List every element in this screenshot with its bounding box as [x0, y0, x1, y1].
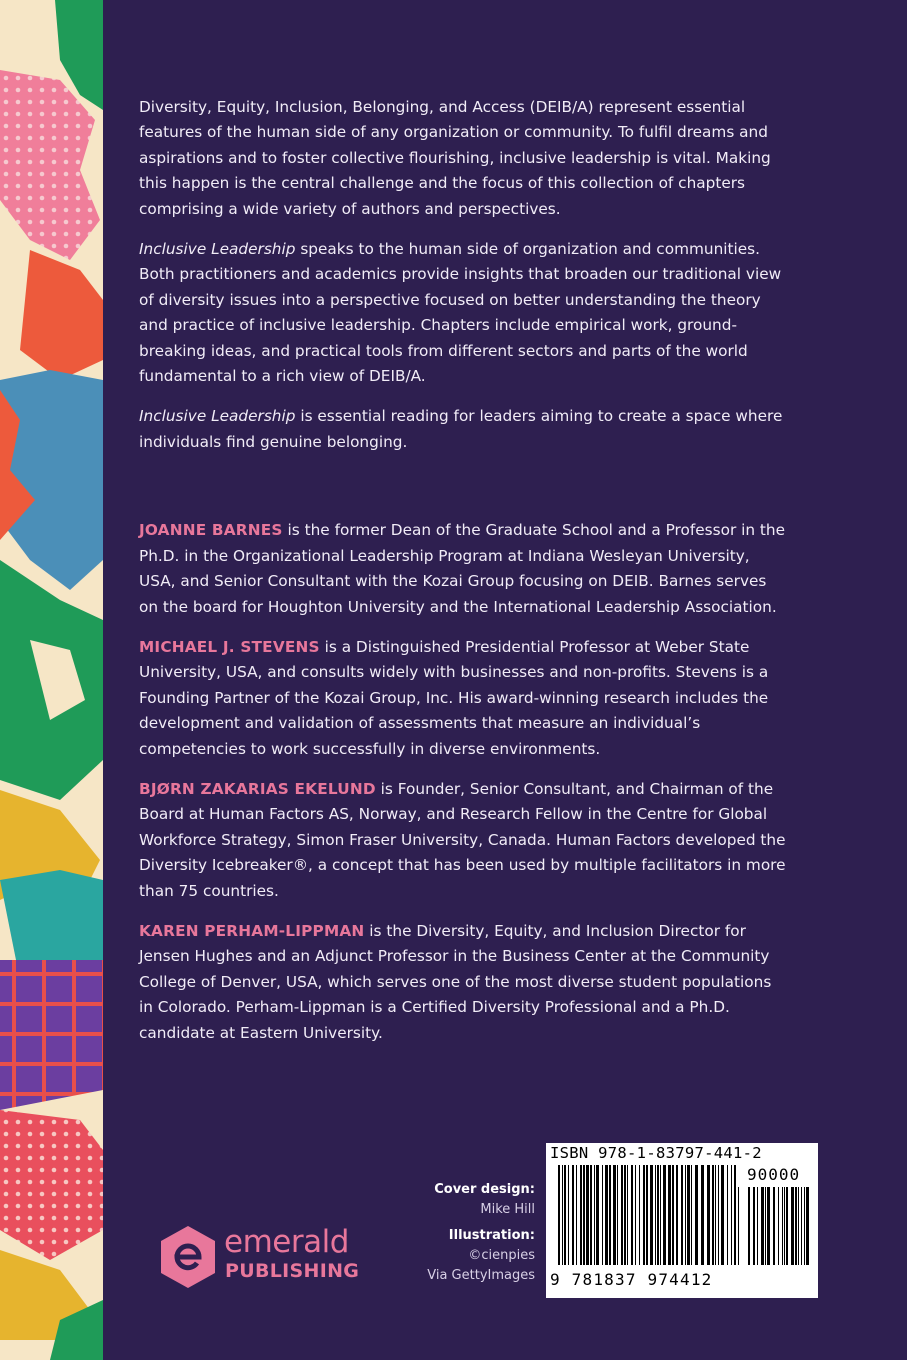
- emerald-hexagon-icon: [158, 1224, 218, 1290]
- cover-design-label: Cover design:: [434, 1182, 535, 1197]
- blurb-paragraph-3-text: is essential reading for leaders aiming to create a space where individuals find genuine belonging.: [139, 407, 783, 451]
- illustration-label: Illustration:: [448, 1228, 535, 1243]
- illustration-credit: ©cienpies: [468, 1248, 535, 1263]
- book-title: Inclusive Leadership: [139, 407, 296, 426]
- author-bio-text: is the Diversity, Equity, and Inclusion Director for Jensen Hughes and an Adjunct Professor in the Business Center at the Community College of Denver, USA, which serves one of the most diverse student populations in Colorado. Perham-Lippman is a Certified Diversity Professional and a Ph.D. candidate at Eastern University.: [139, 921, 772, 1042]
- illustration-source: Via GettyImages: [427, 1268, 535, 1283]
- blurb-paragraph-3: [139, 404, 789, 455]
- author-bio: [139, 777, 789, 904]
- cover-designer: Mike Hill: [480, 1202, 535, 1217]
- author-name: BJØRN ZAKARIAS EKELUND: [139, 779, 376, 798]
- author-bio-text: is Founder, Senior Consultant, and Chairman of the Board at Human Factors AS, Norway, and Research Fellow in the Centre for Global Workforce Strategy, Simon Fraser University, Canada. Human Factors developed the Diversity Icebreaker®, a concept that has been used by multiple facilitators in more than 75 countries.: [139, 779, 786, 900]
- isbn-barcode: [546, 1143, 818, 1298]
- blurb-paragraph-2-text: speaks to the human side of organization and communities. Both practitioners and academics provide insights that broaden our traditional view of diversity issues into a perspective focused on better understanding the theory and practice of inclusive leadership. Chapters include empirical work, ground-breaking ideas, and practical tools from different sectors and parts of the world fundamental to a rich view of DEIB/A.: [139, 240, 782, 386]
- blurb-paragraph-2: [139, 237, 789, 389]
- back-cover-text: [139, 95, 789, 1061]
- logo-subtitle: PUBLISHING: [225, 1260, 360, 1282]
- author-bio-text: is the former Dean of the Graduate School and a Professor in the Ph.D. in the Organizational Leadership Program at Indiana Wesleyan University, USA, and Senior Consultant with the Kozai Group focusing on DEIB. Barnes serves on the board for Houghton University and the International Leadership Association.: [139, 521, 786, 616]
- author-name: KAREN PERHAM-LIPPMAN: [139, 921, 365, 940]
- author-name: JOANNE BARNES: [139, 521, 283, 540]
- barcode-digits: 9 781837 974412: [550, 1270, 713, 1289]
- author-bio: [139, 635, 789, 762]
- author-name: MICHAEL J. STEVENS: [139, 637, 320, 656]
- logo-wordmark: emerald: [224, 1224, 349, 1260]
- isbn-number: ISBN 978-1-83797-441-2: [550, 1144, 762, 1162]
- publisher-logo: [158, 1222, 378, 1292]
- author-bio: [139, 919, 789, 1046]
- abstract-faces-illustration: [0, 0, 103, 1360]
- author-bio-text: is a Distinguished Presidential Professor at Weber State University, USA, and consults widely with businesses and non-profits. Stevens is a Founding Partner of the Kozai Group, Inc. His award-winning research includes the development and validation of assessments that measure an individual’s competencies to work successfully in diverse environments.: [139, 637, 769, 758]
- price-addon: 90000: [747, 1165, 801, 1184]
- barcode-bars-icon: [558, 1165, 812, 1271]
- blurb-paragraph-1: Diversity, Equity, Inclusion, Belonging, and Access (DEIB/A) represent essential features of the human side of any organization or community. To fulfil dreams and aspirations and to foster collective flourishing, inclusive leadership is vital. Making this happen is the central challenge and the focus of this collection of chapters comprising a wide variety of authors and perspectives.: [139, 98, 771, 218]
- book-title: Inclusive Leadership: [139, 240, 296, 259]
- author-bio: [139, 518, 789, 620]
- cover-credits: [427, 1180, 535, 1286]
- cover-illustration-strip: [0, 0, 103, 1360]
